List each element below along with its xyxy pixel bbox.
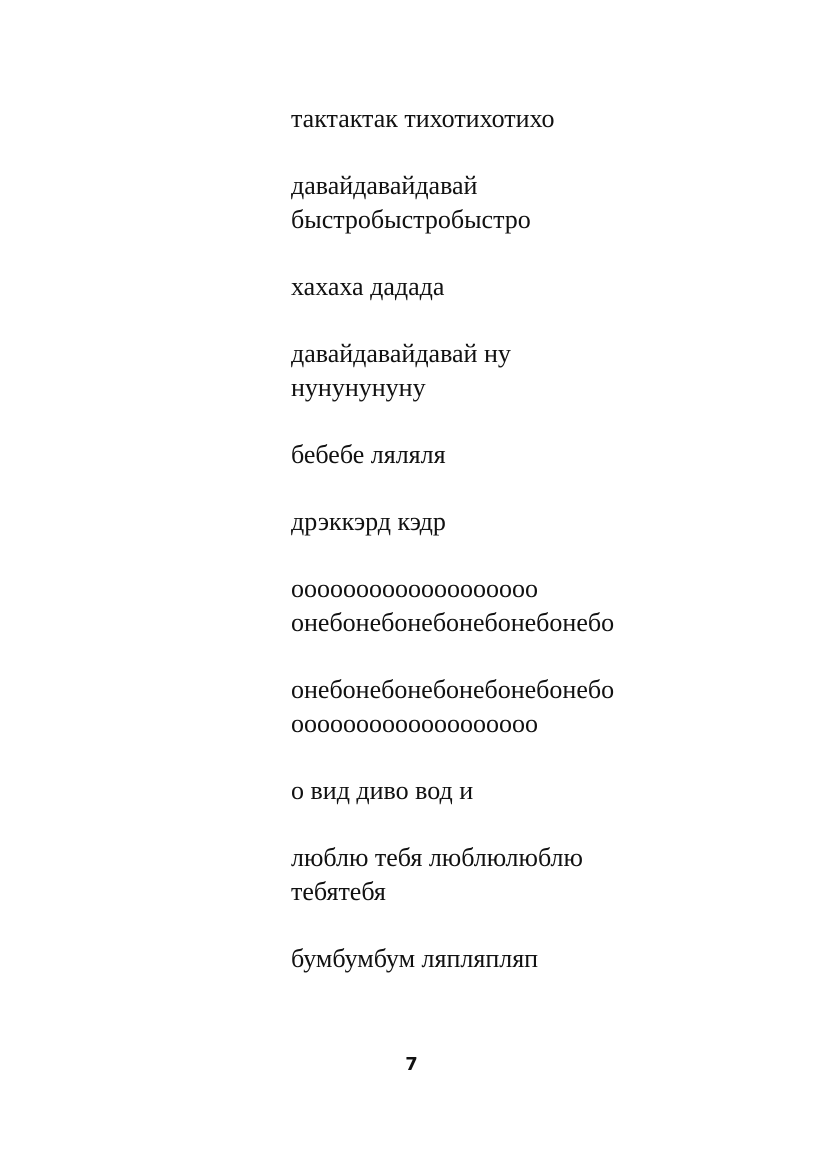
poem-line: давайдавайдавай ну (291, 339, 511, 368)
poem-line: онебонебонебонебонебонебо (291, 675, 615, 704)
poem-line: онебонебонебонебонебонебо (291, 608, 615, 637)
stanza (291, 270, 791, 304)
stanza (291, 337, 791, 405)
stanza (291, 841, 791, 909)
poem-line: нунунунуну (291, 373, 426, 402)
stanza (291, 169, 791, 237)
poem-line: тактактак тихотихотихо (291, 104, 555, 133)
stanza (291, 102, 791, 136)
stanza (291, 505, 791, 539)
poem-line: люблю тебя люблюлюблю (291, 843, 583, 872)
poem-line: бебебе ляляля (291, 440, 446, 469)
stanza (291, 942, 791, 976)
poem-line: ооооооооооооооооооо (291, 709, 538, 738)
poem-body (291, 102, 791, 1009)
stanza (291, 572, 791, 640)
poem-line: давайдавайдавай (291, 171, 478, 200)
poem-line: тебятебя (291, 877, 386, 906)
poem-line: ооооооооооооооооооо (291, 574, 538, 603)
poem-line: дрэккэрд кэдр (291, 507, 446, 536)
poem-line: хахаха дадада (291, 272, 445, 301)
poem-line: бумбумбум ляпляпляп (291, 944, 539, 973)
stanza (291, 774, 791, 808)
poem-line: о вид диво вод и (291, 776, 474, 805)
stanza (291, 673, 791, 741)
poem-line: быстробыстробыстро (291, 205, 531, 234)
stanza (291, 438, 791, 472)
page-number: 7 (405, 1054, 418, 1075)
